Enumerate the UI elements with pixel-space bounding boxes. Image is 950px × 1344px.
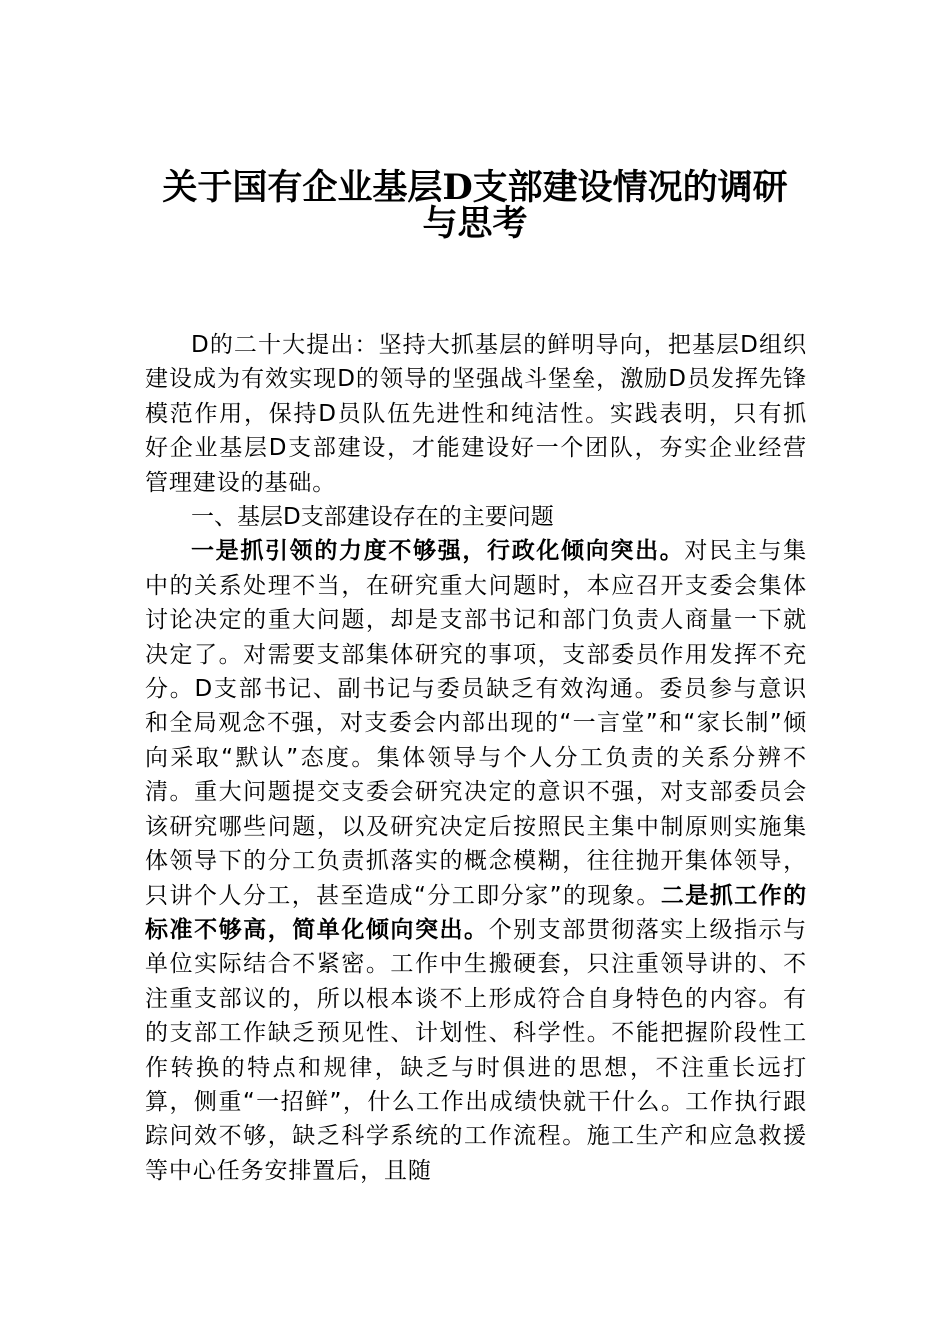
- problems-paragraph: [145, 534, 807, 1188]
- document-title-line-2: 与思考: [422, 203, 528, 244]
- point-1-lead: 一是抓引领的力度不够强，行政化倾向突出。: [191, 538, 685, 565]
- section-heading: 一、基层D支部建设存在的主要问题: [191, 504, 554, 531]
- point-1-text: 对民主与集中的关系处理不当，在研究重大问题时，本应召开支委会集体讨论决定的重大问题，却是支部书记和部门负责人商量一下就决定了。对需要支部集体研究的事项，支部委员作用发挥不充分。D支部书记、副书记与委员缺乏有效沟通。委员参与意识和全局观念不强，对支委会内部出现的“一言堂”和“家长制”倾向采取“默认”态度。集体领导与个人分工负责的关系分辨不清。重大问题提交支委会研究决定的意识不强，对支部委员会该研究哪些问题，以及研究决定后按照民主集中制原则实施集体领导下的分工负责抓落实的概念模糊，往往抛开集体领导，只讲个人分工，甚至造成“分工即分家”的现象。: [145, 538, 808, 909]
- document-body: [145, 328, 807, 1188]
- intro-paragraph: D的二十大提出：坚持大抓基层的鲜明导向，把基层D组织建设成为有效实现D的领导的坚强战斗堡垒，激励D员发挥先锋模范作用，保持D员队伍先进性和纯洁性。实践表明，只有抓好企业基层D支部建设，才能建设好一个团队，夯实企业经营管理建设的基础。: [145, 332, 807, 496]
- document-title-line-1: 关于国有企业基层D支部建设情况的调研: [162, 167, 788, 208]
- point-2-lead: 二是抓工作的标准不够高，简单化倾向突出。: [145, 882, 807, 943]
- point-2-text: 个别支部贯彻落实上级指示与单位实际结合不紧密。工作中生搬硬套，只注重领导讲的、不注重支部议的，所以根本谈不上形成符合自身特色的内容。有的支部工作缺乏预见性、计划性、科学性。不能把握阶段性工作转换的特点和规律，缺乏与时俱进的思想，不注重长远打算，侧重“一招鲜”，什么工作出成绩快就干什么。工作执行跟踪问效不够，缺乏科学系统的工作流程。施工生产和应急救援等中心任务安排置后，且随: [145, 916, 807, 1184]
